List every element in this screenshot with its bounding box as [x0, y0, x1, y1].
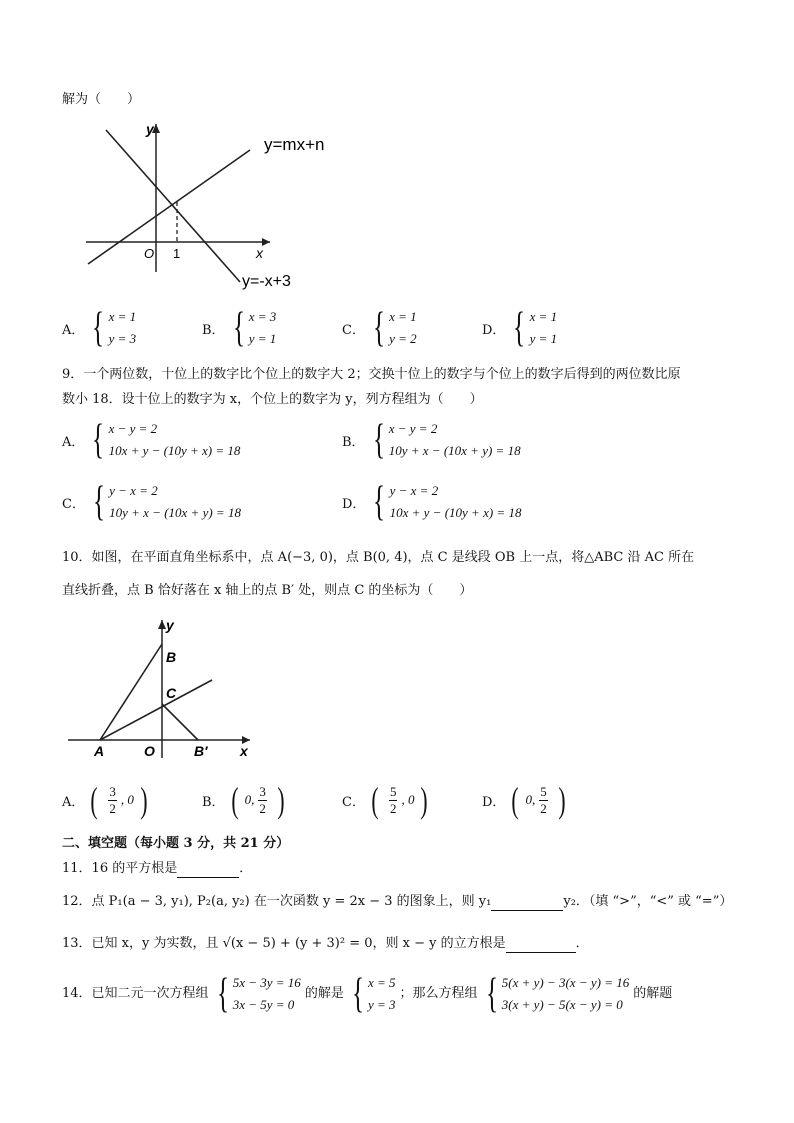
open-paren: (	[230, 780, 239, 820]
answer-blank[interactable]	[491, 896, 563, 911]
system-row: 10y + x − (10x + y) = 18	[388, 443, 521, 458]
linear-functions-graph	[80, 112, 350, 292]
option-letter: C．	[342, 794, 365, 810]
q14	[62, 972, 672, 1016]
q10-option-b[interactable]	[202, 782, 287, 818]
option-letter: D．	[342, 496, 366, 512]
system-row: y = 3	[108, 331, 137, 346]
coord-post: , 0	[401, 792, 415, 807]
tick-label-1: 1	[173, 246, 181, 261]
option-letter: C．	[342, 322, 365, 338]
coord-pre: 0,	[525, 792, 536, 807]
option-letter: B．	[202, 794, 225, 810]
q11-end: ．	[239, 861, 253, 876]
close-paren: )	[277, 780, 285, 820]
option-letter: D．	[482, 322, 506, 338]
q11-text: 11．16 的平方根是	[62, 861, 178, 876]
q12-post: y₂．（填 “>”，“<” 或 “=”）	[563, 894, 733, 909]
fraction	[108, 784, 117, 817]
x-axis-label: x	[240, 743, 248, 759]
system-row: 10x + y − (10y + x) = 18	[108, 443, 241, 458]
q8-option-a[interactable]	[62, 306, 136, 350]
q10-option-d[interactable]	[482, 782, 568, 818]
system-row: x = 1	[389, 309, 417, 324]
q8-option-c[interactable]	[342, 306, 417, 350]
q13	[62, 935, 589, 953]
brace: {	[513, 305, 526, 351]
fraction	[539, 784, 548, 817]
system-row: x = 1	[108, 309, 137, 324]
brace: {	[92, 417, 105, 463]
q10-option-c[interactable]	[342, 782, 430, 818]
label-mx-plus-n: y=mx+n	[264, 135, 325, 154]
system-row: x = 1	[529, 309, 558, 324]
q14-mid-1: 的解是	[304, 986, 344, 1001]
system-row: 3(x + y) − 5(x − y) = 0	[501, 997, 623, 1012]
brace: {	[232, 305, 245, 351]
system-row: y = 1	[248, 331, 277, 346]
system-row: 3x − 5y = 0	[232, 997, 295, 1012]
open-paren: (	[371, 780, 379, 820]
open-paren: (	[90, 780, 98, 820]
system-row: x = 3	[248, 309, 277, 324]
section-heading: 二、填空题（每小题 3 分，共 21 分）	[62, 836, 290, 851]
q8-option-d[interactable]	[482, 306, 557, 350]
label-neg-x-plus-3: y=-x+3	[242, 273, 291, 290]
origin-label: O	[144, 743, 155, 759]
y-axis-label: y	[166, 617, 174, 633]
denominator: 2	[109, 800, 116, 816]
system-row: x − y = 2	[108, 421, 158, 436]
coord-pre: 0,	[244, 792, 255, 807]
numerator: 5	[540, 783, 547, 799]
system-row: y − x = 2	[389, 483, 439, 498]
fraction	[389, 784, 398, 817]
y-axis-arrow	[158, 620, 166, 629]
folding-triangle-figure	[64, 612, 264, 762]
q10-line-1: 10．如图，在平面直角坐标系中，点 A(−3, 0)，点 B(0, 4)，点 C 是线段 OB 上一点，将△ABC 沿 AC 所在	[62, 550, 695, 565]
q14-pre: 14．已知二元一次方程组	[62, 986, 209, 1001]
brace: {	[372, 417, 385, 463]
answer-blank[interactable]	[177, 863, 239, 878]
option-letter: A．	[62, 322, 85, 338]
y-axis-label: y	[146, 121, 154, 137]
numerator: 5	[389, 783, 397, 799]
q8-option-b[interactable]	[202, 306, 276, 350]
q11	[62, 860, 252, 878]
brace: {	[92, 479, 106, 525]
option-letter: A．	[62, 434, 85, 450]
q10-option-a[interactable]	[62, 782, 150, 818]
answer-blank[interactable]	[506, 938, 576, 953]
q12-pre: 12．点 P₁(a − 3, y₁), P₂(a, y₂) 在一次函数 y = 2x − 3 的图象上，则 y₁	[62, 894, 492, 909]
system-row: x − y = 2	[388, 421, 438, 436]
system-row: 10y + x − (10x + y) = 18	[109, 505, 241, 520]
brace: {	[351, 971, 364, 1017]
close-paren: )	[140, 780, 148, 820]
origin-label: O	[144, 246, 155, 261]
point-b-prime-label: B′	[194, 743, 208, 759]
coord-post: , 0	[120, 792, 134, 807]
point-b-label: B	[166, 649, 177, 665]
q14-mid-2: ；那么方程组	[399, 986, 478, 1001]
denominator: 2	[259, 800, 266, 816]
brace: {	[92, 305, 105, 351]
q10-line-2: 直线折叠，点 B 恰好落在 x 轴上的点 B′ 处，则点 C 的坐标为（ ）	[62, 583, 473, 598]
q14-post: 的解题	[633, 986, 673, 1001]
brace: {	[216, 971, 229, 1017]
close-paren: )	[558, 780, 566, 820]
q8-tail-text: 解为（ ）	[62, 92, 141, 107]
numerator: 3	[109, 783, 116, 799]
q13-pre: 13．已知 x，y 为实数，且 √(x − 5) + (y + 3)² = 0，则 x − y 的立方根是	[62, 936, 506, 951]
q9-option-d[interactable]	[342, 480, 521, 524]
brace: {	[485, 971, 498, 1017]
q9-line-2: 数小 18．设十位上的数字为 x，个位上的数字为 y，列方程组为（ ）	[62, 392, 483, 407]
segment-ab	[100, 644, 162, 740]
system-row: 5x − 3y = 16	[232, 975, 301, 990]
denominator: 2	[389, 800, 397, 816]
x-axis-arrow	[262, 238, 270, 246]
denominator: 2	[540, 800, 547, 816]
system-row: y = 3	[368, 997, 396, 1012]
option-letter: B．	[342, 434, 365, 450]
open-paren: (	[511, 780, 520, 820]
point-a-label: A	[94, 743, 105, 759]
system-row: y − x = 2	[109, 483, 158, 498]
system-row: x = 5	[368, 975, 396, 990]
system-row: y = 1	[529, 331, 558, 346]
option-letter: A．	[62, 794, 85, 810]
q9-line-1: 9．一个两位数，十位上的数字比个位上的数字大 2；交换十位上的数字与个位上的数字后得到的两位数比原	[62, 367, 681, 382]
system-row: 5(x + y) − 3(x − y) = 16	[501, 975, 630, 990]
fraction	[258, 784, 267, 817]
option-letter: D．	[482, 794, 506, 810]
q9-option-c[interactable]	[62, 480, 241, 524]
q12	[62, 893, 732, 911]
numerator: 3	[259, 783, 266, 799]
close-paren: )	[420, 780, 429, 820]
point-c-label: C	[166, 685, 177, 701]
system-row: y = 2	[389, 331, 417, 346]
system-row: 10x + y − (10y + x) = 18	[389, 505, 522, 520]
x-axis-label: x	[256, 245, 263, 261]
q13-end: ．	[575, 936, 589, 951]
option-letter: C．	[62, 496, 85, 512]
line-mx-plus-n	[88, 150, 250, 264]
line-ac	[100, 680, 212, 740]
option-letter: B．	[202, 322, 225, 338]
brace: {	[372, 305, 386, 351]
q9-option-a[interactable]	[62, 418, 240, 462]
segment-cb-prime	[162, 704, 198, 740]
brace: {	[373, 479, 386, 525]
q9-option-b[interactable]	[342, 418, 521, 462]
